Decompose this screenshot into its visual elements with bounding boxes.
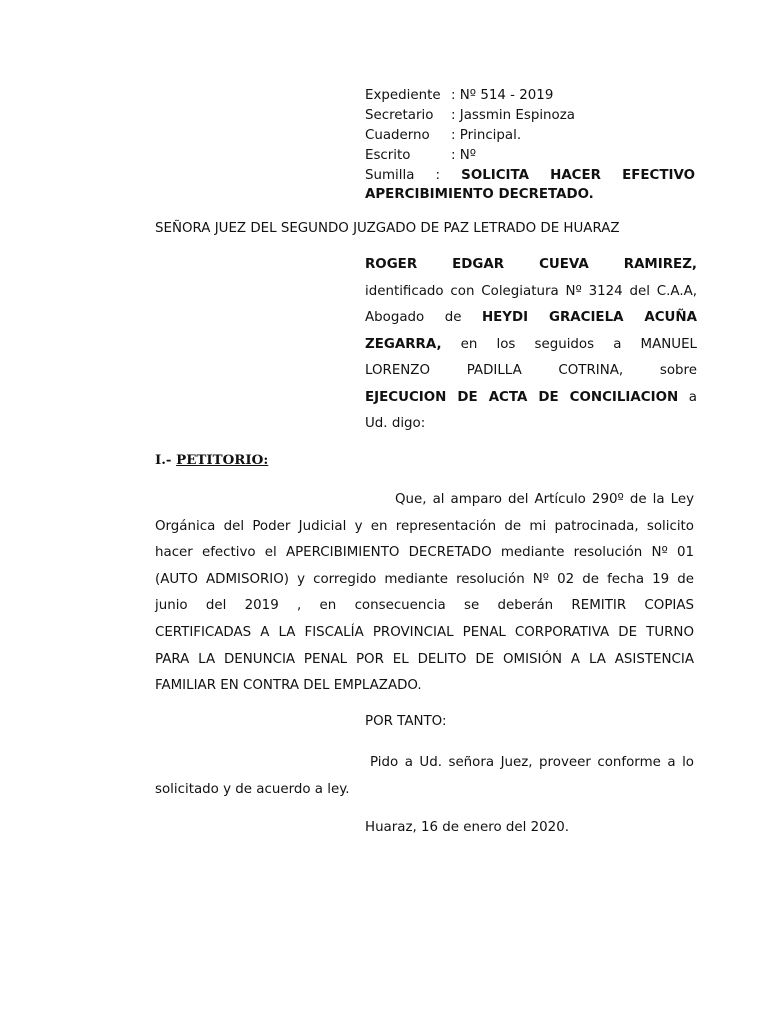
petitorio-line: (AUTO ADMISORIO) y corregido mediante resolución Nº 02 de fecha 19 de — [155, 571, 694, 587]
request-paragraph — [155, 750, 694, 803]
intro-line: identificado con Colegiatura Nº 3124 del C.A.A, — [365, 283, 697, 299]
sumilla-line-2: APERCIBIMIENTO DECRETADO. — [365, 187, 594, 202]
section-title-petitorio — [155, 450, 268, 470]
sumilla-row — [365, 166, 695, 186]
client-surname: ZEGARRA, — [365, 336, 442, 352]
expediente-row — [365, 86, 695, 106]
request-line: solicitado y de acuerdo a ley. — [155, 781, 350, 797]
cuaderno-value: : Principal. — [451, 128, 522, 143]
intro-paragraph — [365, 252, 697, 438]
secretario-label: Secretario — [365, 108, 434, 123]
sumilla-word-1: SOLICITA — [461, 168, 529, 183]
secretario-value: : Jassmin Espinoza — [451, 108, 575, 123]
expediente-label: Expediente — [365, 88, 441, 103]
cuaderno-row — [365, 126, 695, 146]
case-subject: EJECUCION DE ACTA DE CONCILIACION — [365, 389, 679, 405]
petitorio-line: PARA LA DENUNCIA PENAL POR EL DELITO DE OMISIÓN A LA ASISTENCIA — [155, 651, 694, 667]
escrito-label: Escrito — [365, 148, 411, 163]
intro-line — [365, 385, 697, 412]
section-prefix: I.- — [155, 452, 177, 468]
request-line: Pido a Ud. señora Juez, proveer conforme a lo — [370, 755, 694, 770]
cuaderno-label: Cuaderno — [365, 128, 430, 143]
petitorio-line: Que, al amparo del Artículo 290º de la Ley — [395, 492, 694, 507]
sumilla-word-3: EFECTIVO — [622, 168, 695, 183]
escrito-value: : Nº — [451, 148, 477, 163]
intro-line: ROGER EDGAR CUEVA RAMIREZ, — [365, 257, 697, 272]
petitorio-line: junio del 2019 , en consecuencia se deberán REMITIR COPIAS — [155, 598, 694, 614]
sumilla-word-2: HACER — [550, 168, 601, 183]
escrito-row — [365, 146, 695, 166]
addressee-line: SEÑORA JUEZ DEL SEGUNDO JUZGADO DE PAZ LETRADO DE HUARAZ — [155, 221, 620, 236]
intro-line: LORENZO PADILLA COTRINA, sobre — [365, 363, 697, 378]
intro-line — [365, 305, 697, 332]
intro-text: Abogado de — [365, 310, 482, 325]
intro-line — [365, 332, 697, 359]
case-header — [365, 86, 695, 204]
petitorio-line: Orgánica del Poder Judicial y en representación de mi patrocinada, solicito — [155, 518, 694, 534]
por-tanto-heading: POR TANTO: — [365, 714, 447, 729]
intro-line: Ud. digo: — [365, 416, 426, 431]
intro-text: a — [678, 389, 697, 405]
section-title-text: PETITORIO: — [176, 452, 269, 468]
petitorio-paragraph — [155, 487, 694, 700]
secretario-row — [365, 106, 695, 126]
sumilla-colon: : — [435, 168, 441, 183]
petitorio-line: CERTIFICADAS A LA FISCALÍA PROVINCIAL PENAL CORPORATIVA DE TURNO — [155, 624, 694, 640]
client-name: HEYDI GRACIELA ACUÑA — [481, 310, 697, 325]
petitorio-line: FAMILIAR EN CONTRA DEL EMPLAZADO. — [155, 678, 422, 694]
petitorio-line: hacer efectivo el APERCIBIMIENTO DECRETADO mediante resolución Nº 01 — [155, 545, 694, 561]
expediente-value: : Nº 514 - 2019 — [451, 88, 554, 103]
document-date: Huaraz, 16 de enero del 2020. — [365, 820, 569, 835]
intro-text: en los seguidos a MANUEL — [441, 336, 697, 352]
sumilla-label: Sumilla — [365, 168, 415, 183]
